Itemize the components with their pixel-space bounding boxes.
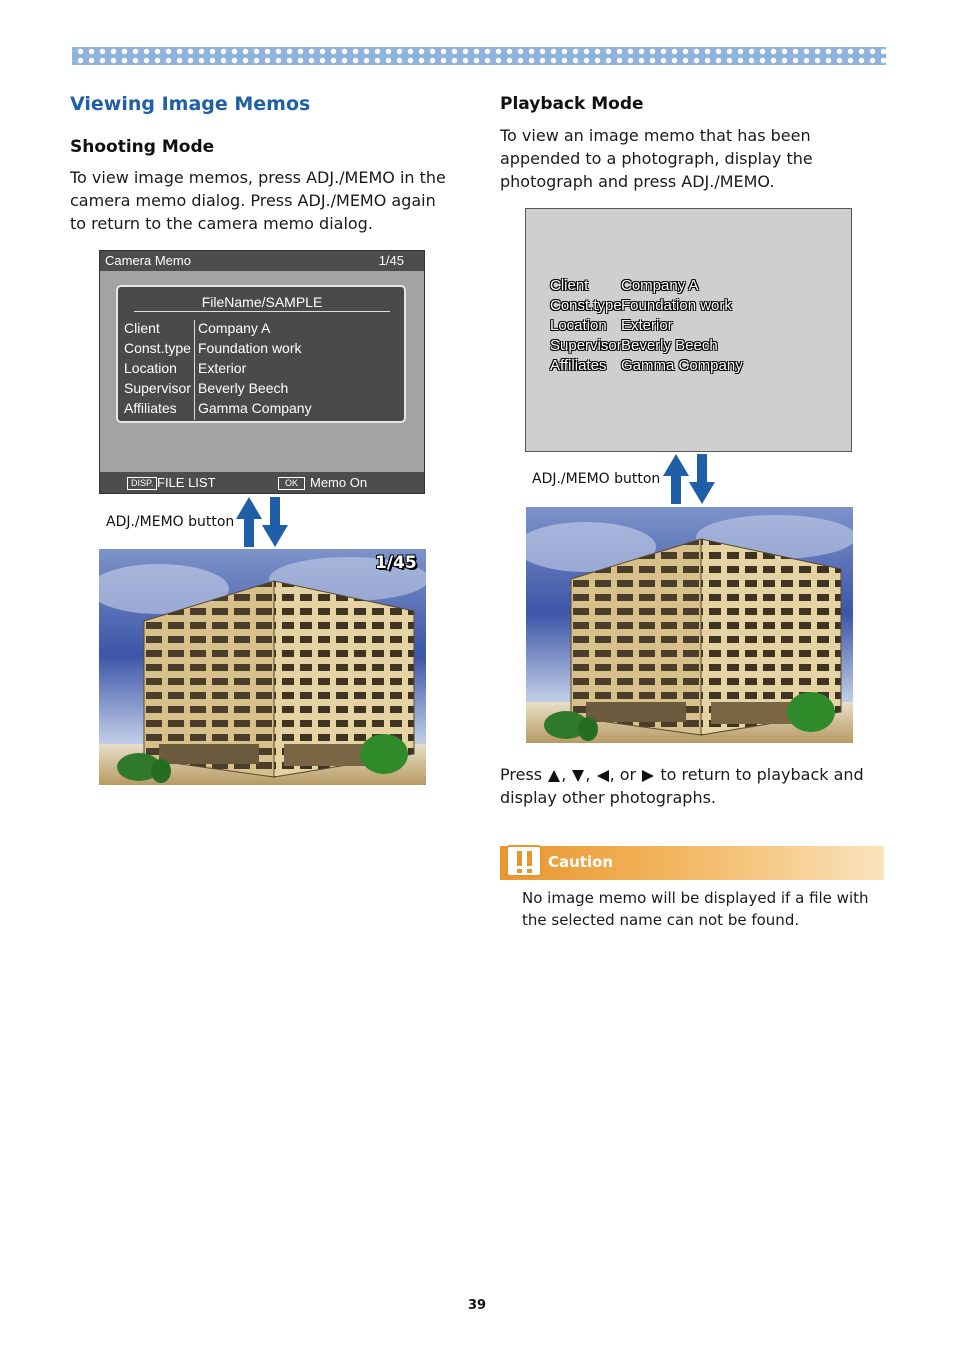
caution-banner — [500, 846, 884, 880]
memo-key: Client — [124, 320, 160, 336]
separator-text: , — [585, 765, 591, 784]
page-number: 39 — [467, 1298, 487, 1313]
memo-value: Exterior — [194, 360, 246, 380]
memo-key: Location — [124, 360, 177, 376]
memo-key: Client — [550, 277, 589, 294]
separator-text: , or — [609, 765, 637, 784]
memo-key: Affiliates — [124, 400, 177, 416]
shooting-mode-heading: Shooting Mode — [70, 137, 215, 157]
memo-row — [124, 320, 404, 340]
memo-row — [124, 340, 404, 360]
memo-key: Const.type — [550, 297, 622, 314]
memo-key: Supervisor — [124, 380, 191, 396]
disp-key-icon: DISP. — [127, 477, 157, 490]
building-photo-shooting — [99, 549, 426, 785]
memo-row — [124, 380, 404, 400]
building-illustration — [526, 507, 853, 743]
playback-mode-heading: Playback Mode — [500, 94, 644, 114]
building-photo-playback — [526, 507, 853, 743]
playback-memo-screen — [525, 208, 852, 452]
caution-label: Caution — [548, 853, 614, 871]
playback-mode-body: To view an image memo that has been appended to a photograph, display the photograph and press ADJ./MEMO. — [500, 126, 813, 191]
separator-text: , — [561, 765, 567, 784]
memo-value: Company A — [194, 320, 270, 340]
memo-on-label: Memo On — [310, 475, 368, 490]
memo-value: Exterior — [621, 317, 673, 334]
memo-value: Foundation work — [194, 340, 302, 360]
section-title: Viewing Image Memos — [70, 93, 311, 115]
memo-row — [124, 400, 404, 420]
building-illustration — [99, 549, 426, 785]
memo-value: Beverly Beech — [194, 380, 288, 400]
dialog-counter: 1/45 — [378, 253, 404, 268]
memo-row — [124, 360, 404, 380]
memo-box — [116, 285, 406, 423]
instruction-tail-text: to return to playback and display other photographs. — [500, 765, 864, 807]
memo-key: Affiliates — [550, 357, 607, 374]
dialog-header — [100, 251, 424, 271]
dialog-title: Camera Memo — [105, 253, 191, 268]
down-triangle-icon — [572, 770, 584, 782]
navigation-instruction — [500, 763, 880, 809]
adj-memo-caption: ADJ./MEMO button — [532, 471, 661, 487]
memo-value: Beverly Beech — [621, 337, 718, 354]
left-triangle-icon — [597, 770, 609, 782]
file-list-label: FILE LIST — [157, 475, 216, 490]
memo-value: Foundation work — [621, 297, 732, 314]
memo-value: Company A — [621, 277, 699, 294]
ok-key-icon: OK — [278, 477, 305, 490]
up-down-arrows-icon — [663, 454, 715, 504]
memo-filename: FileName/SAMPLE — [134, 294, 390, 312]
decorative-header-band — [72, 47, 886, 65]
up-triangle-icon — [548, 770, 560, 782]
memo-key: Const.type — [124, 340, 191, 356]
shooting-mode-body: To view image memos, press ADJ./MEMO in the camera memo dialog. Press ADJ./MEMO again to return to the camera memo dialog. — [70, 168, 446, 233]
press-text: Press — [500, 765, 543, 784]
up-down-arrows-icon — [236, 497, 288, 547]
memo-key: Supervisor — [550, 337, 622, 354]
caution-icon — [505, 844, 543, 880]
adj-memo-caption: ADJ./MEMO button — [106, 514, 235, 530]
right-triangle-icon — [642, 770, 654, 782]
caution-text: No image memo will be displayed if a file with the selected name can not be found. — [522, 889, 869, 929]
memo-value: Gamma Company — [621, 357, 743, 374]
camera-memo-dialog — [99, 250, 425, 494]
memo-key: Location — [550, 317, 607, 334]
dialog-footer — [100, 472, 424, 493]
memo-value: Gamma Company — [194, 400, 312, 420]
photo-counter: 1/45 — [375, 553, 417, 573]
